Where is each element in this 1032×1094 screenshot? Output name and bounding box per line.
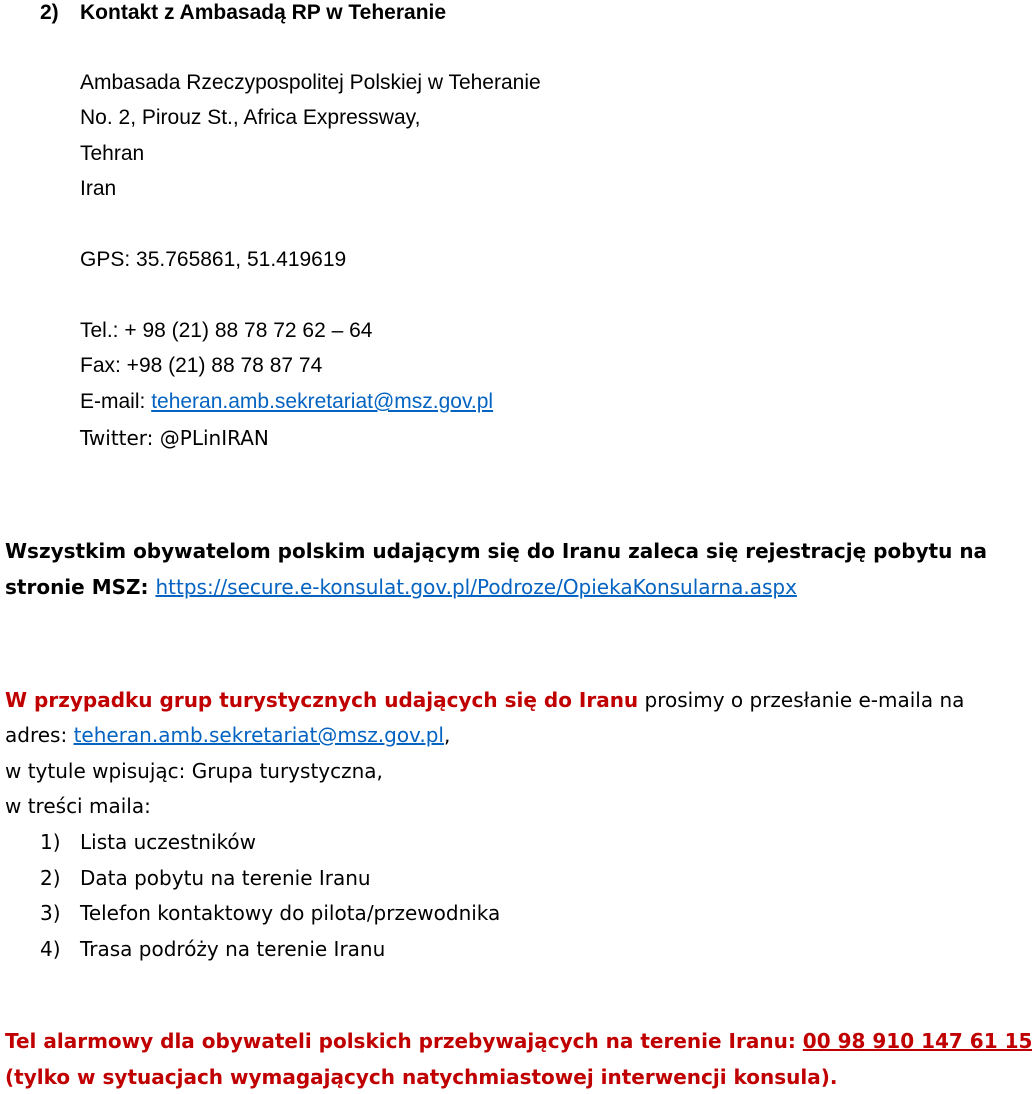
groups-request: prosimy o przesłanie e-maila na <box>638 688 965 712</box>
list-item-text: Data pobytu na terenie Iranu <box>80 866 371 890</box>
list-item-number: 4) <box>40 937 61 961</box>
address-name: Ambasada Rzeczypospolitej Polskiej w Teheranie <box>80 71 541 94</box>
address-city: Tehran <box>80 142 145 165</box>
section-heading <box>40 0 446 26</box>
address-country: Iran <box>80 177 117 200</box>
groups-body: w treści maila: <box>5 794 151 818</box>
list-item <box>40 865 371 891</box>
groups-email-link[interactable]: teheran.amb.sekretariat@msz.gov.pl <box>73 723 444 747</box>
list-item-text: Telefon kontaktowy do pilota/przewodnika <box>80 901 501 925</box>
email-row <box>80 389 493 415</box>
groups-address-label: adres: <box>5 723 74 747</box>
list-item-text: Lista uczestników <box>80 830 257 854</box>
address-street: No. 2, Pirouz St., Africa Expressway, <box>80 106 421 129</box>
gps-coordinates: GPS: 35.765861, 51.419619 <box>80 248 347 271</box>
email-link[interactable]: teheran.amb.sekretariat@msz.gov.pl <box>151 390 494 413</box>
groups-address-row <box>5 722 450 748</box>
registration-text: Wszystkim obywatelom polskim udającym się do Iranu zaleca się rejestrację pobytu na <box>5 539 988 563</box>
list-item <box>40 829 256 855</box>
twitter: Twitter: @PLinIRAN <box>80 426 269 450</box>
section-number: 2) <box>40 1 59 24</box>
groups-highlight: W przypadku grup turystycznych udających się do Iranu <box>5 688 639 712</box>
fax: Fax: +98 (21) 88 78 87 74 <box>80 354 323 377</box>
list-item-text: Trasa podróży na terenie Iranu <box>80 937 386 961</box>
emergency-note: (tylko w sytuacjach wymagających natychmiastowej interwencji konsula). <box>5 1065 838 1089</box>
groups-email-suffix: , <box>443 723 451 747</box>
groups-intro <box>5 687 964 713</box>
emergency-number: 00 98 910 147 61 15 <box>802 1029 1032 1053</box>
list-item <box>40 936 385 962</box>
list-item-number: 2) <box>40 866 61 890</box>
list-item-number: 3) <box>40 901 61 925</box>
emergency-row <box>5 1028 1032 1054</box>
registration-link[interactable]: https://secure.e-konsulat.gov.pl/Podroze/OpiekaKonsularna.aspx <box>155 575 797 599</box>
groups-subject: w tytule wpisując: Grupa turystyczna, <box>5 759 383 783</box>
section-title: Kontakt z Ambasadą RP w Teheranie <box>80 1 447 24</box>
registration-row <box>5 574 797 600</box>
email-label: E-mail: <box>80 390 152 413</box>
telephone: Tel.: + 98 (21) 88 78 72 62 – 64 <box>80 319 373 342</box>
registration-label: stronie MSZ: <box>5 575 156 599</box>
emergency-label: Tel alarmowy dla obywateli polskich przebywających na terenie Iranu: <box>5 1029 803 1053</box>
list-item <box>40 900 500 926</box>
list-item-number: 1) <box>40 830 61 854</box>
